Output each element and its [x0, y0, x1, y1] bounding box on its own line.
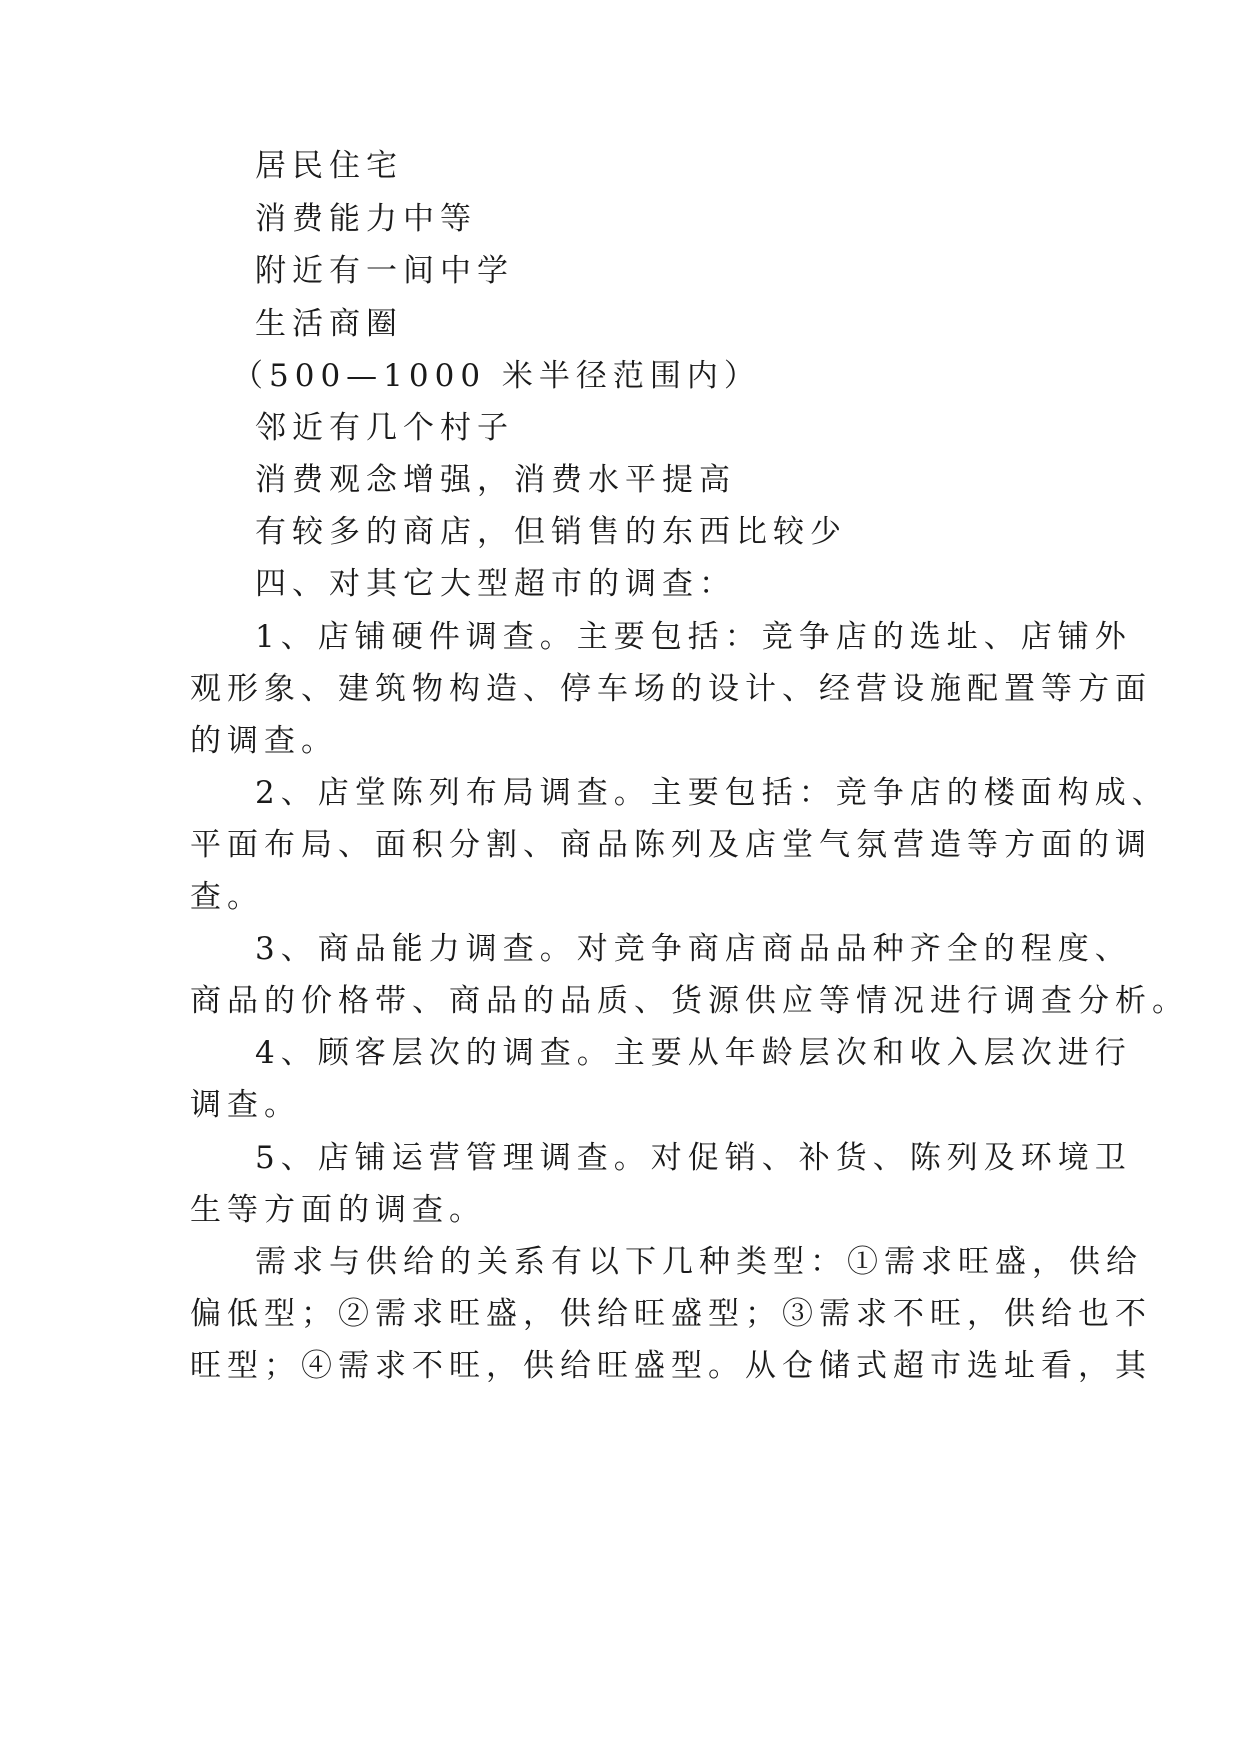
section-heading-four: 四、对其它大型超市的调查：	[255, 566, 736, 602]
paragraph-6-line-2: 偏低型；②需求旺盛，供给旺盛型；③需求不旺，供给也不	[190, 1296, 1152, 1332]
paragraph-3-line-2: 商品的价格带、商品的品质、货源供应等情况进行调查分析。	[190, 983, 1189, 1019]
paragraph-2-line-1: 2、店堂陈列布局调查。主要包括：竞争店的楼面构成、	[255, 775, 1169, 811]
text-line-middle-school: 附近有一间中学	[255, 253, 514, 289]
paragraph-2-line-3: 查。	[190, 879, 264, 915]
text-line-many-shops: 有较多的商店，但销售的东西比较少	[255, 514, 847, 550]
paragraph-5-line-1: 5、店铺运营管理调查。对促销、补货、陈列及环境卫	[255, 1140, 1132, 1176]
paragraph-1-line-3: 的调查。	[190, 723, 338, 759]
paragraph-1-line-1: 1、店铺硬件调查。主要包括：竞争店的选址、店铺外	[255, 619, 1132, 655]
text-line-consumption-concept: 消费观念增强，消费水平提高	[255, 462, 736, 498]
paragraph-2-line-2: 平面布局、面积分割、商品陈列及店堂气氛营造等方面的调	[190, 827, 1152, 863]
text-line-villages: 邻近有几个村子	[255, 410, 514, 446]
text-line-consumption-level: 消费能力中等	[255, 201, 477, 237]
paragraph-4-line-2: 调查。	[190, 1087, 301, 1123]
text-line-business-circle: 生活商圈	[255, 306, 403, 342]
paragraph-5-line-2: 生等方面的调查。	[190, 1192, 486, 1228]
paragraph-6-line-1: 需求与供给的关系有以下几种类型：①需求旺盛，供给	[255, 1244, 1143, 1280]
paragraph-4-line-1: 4、顾客层次的调查。主要从年龄层次和收入层次进行	[255, 1035, 1132, 1071]
paragraph-6-line-3: 旺型；④需求不旺，供给旺盛型。从仓储式超市选址看，其	[190, 1348, 1152, 1384]
text-line-radius: （500—1000 米半径范围内）	[232, 358, 761, 394]
paragraph-3-line-1: 3、商品能力调查。对竞争商店商品品种齐全的程度、	[255, 931, 1132, 967]
paragraph-1-line-2: 观形象、建筑物构造、停车场的设计、经营设施配置等方面	[190, 671, 1152, 707]
text-line-residential: 居民住宅	[255, 148, 403, 184]
